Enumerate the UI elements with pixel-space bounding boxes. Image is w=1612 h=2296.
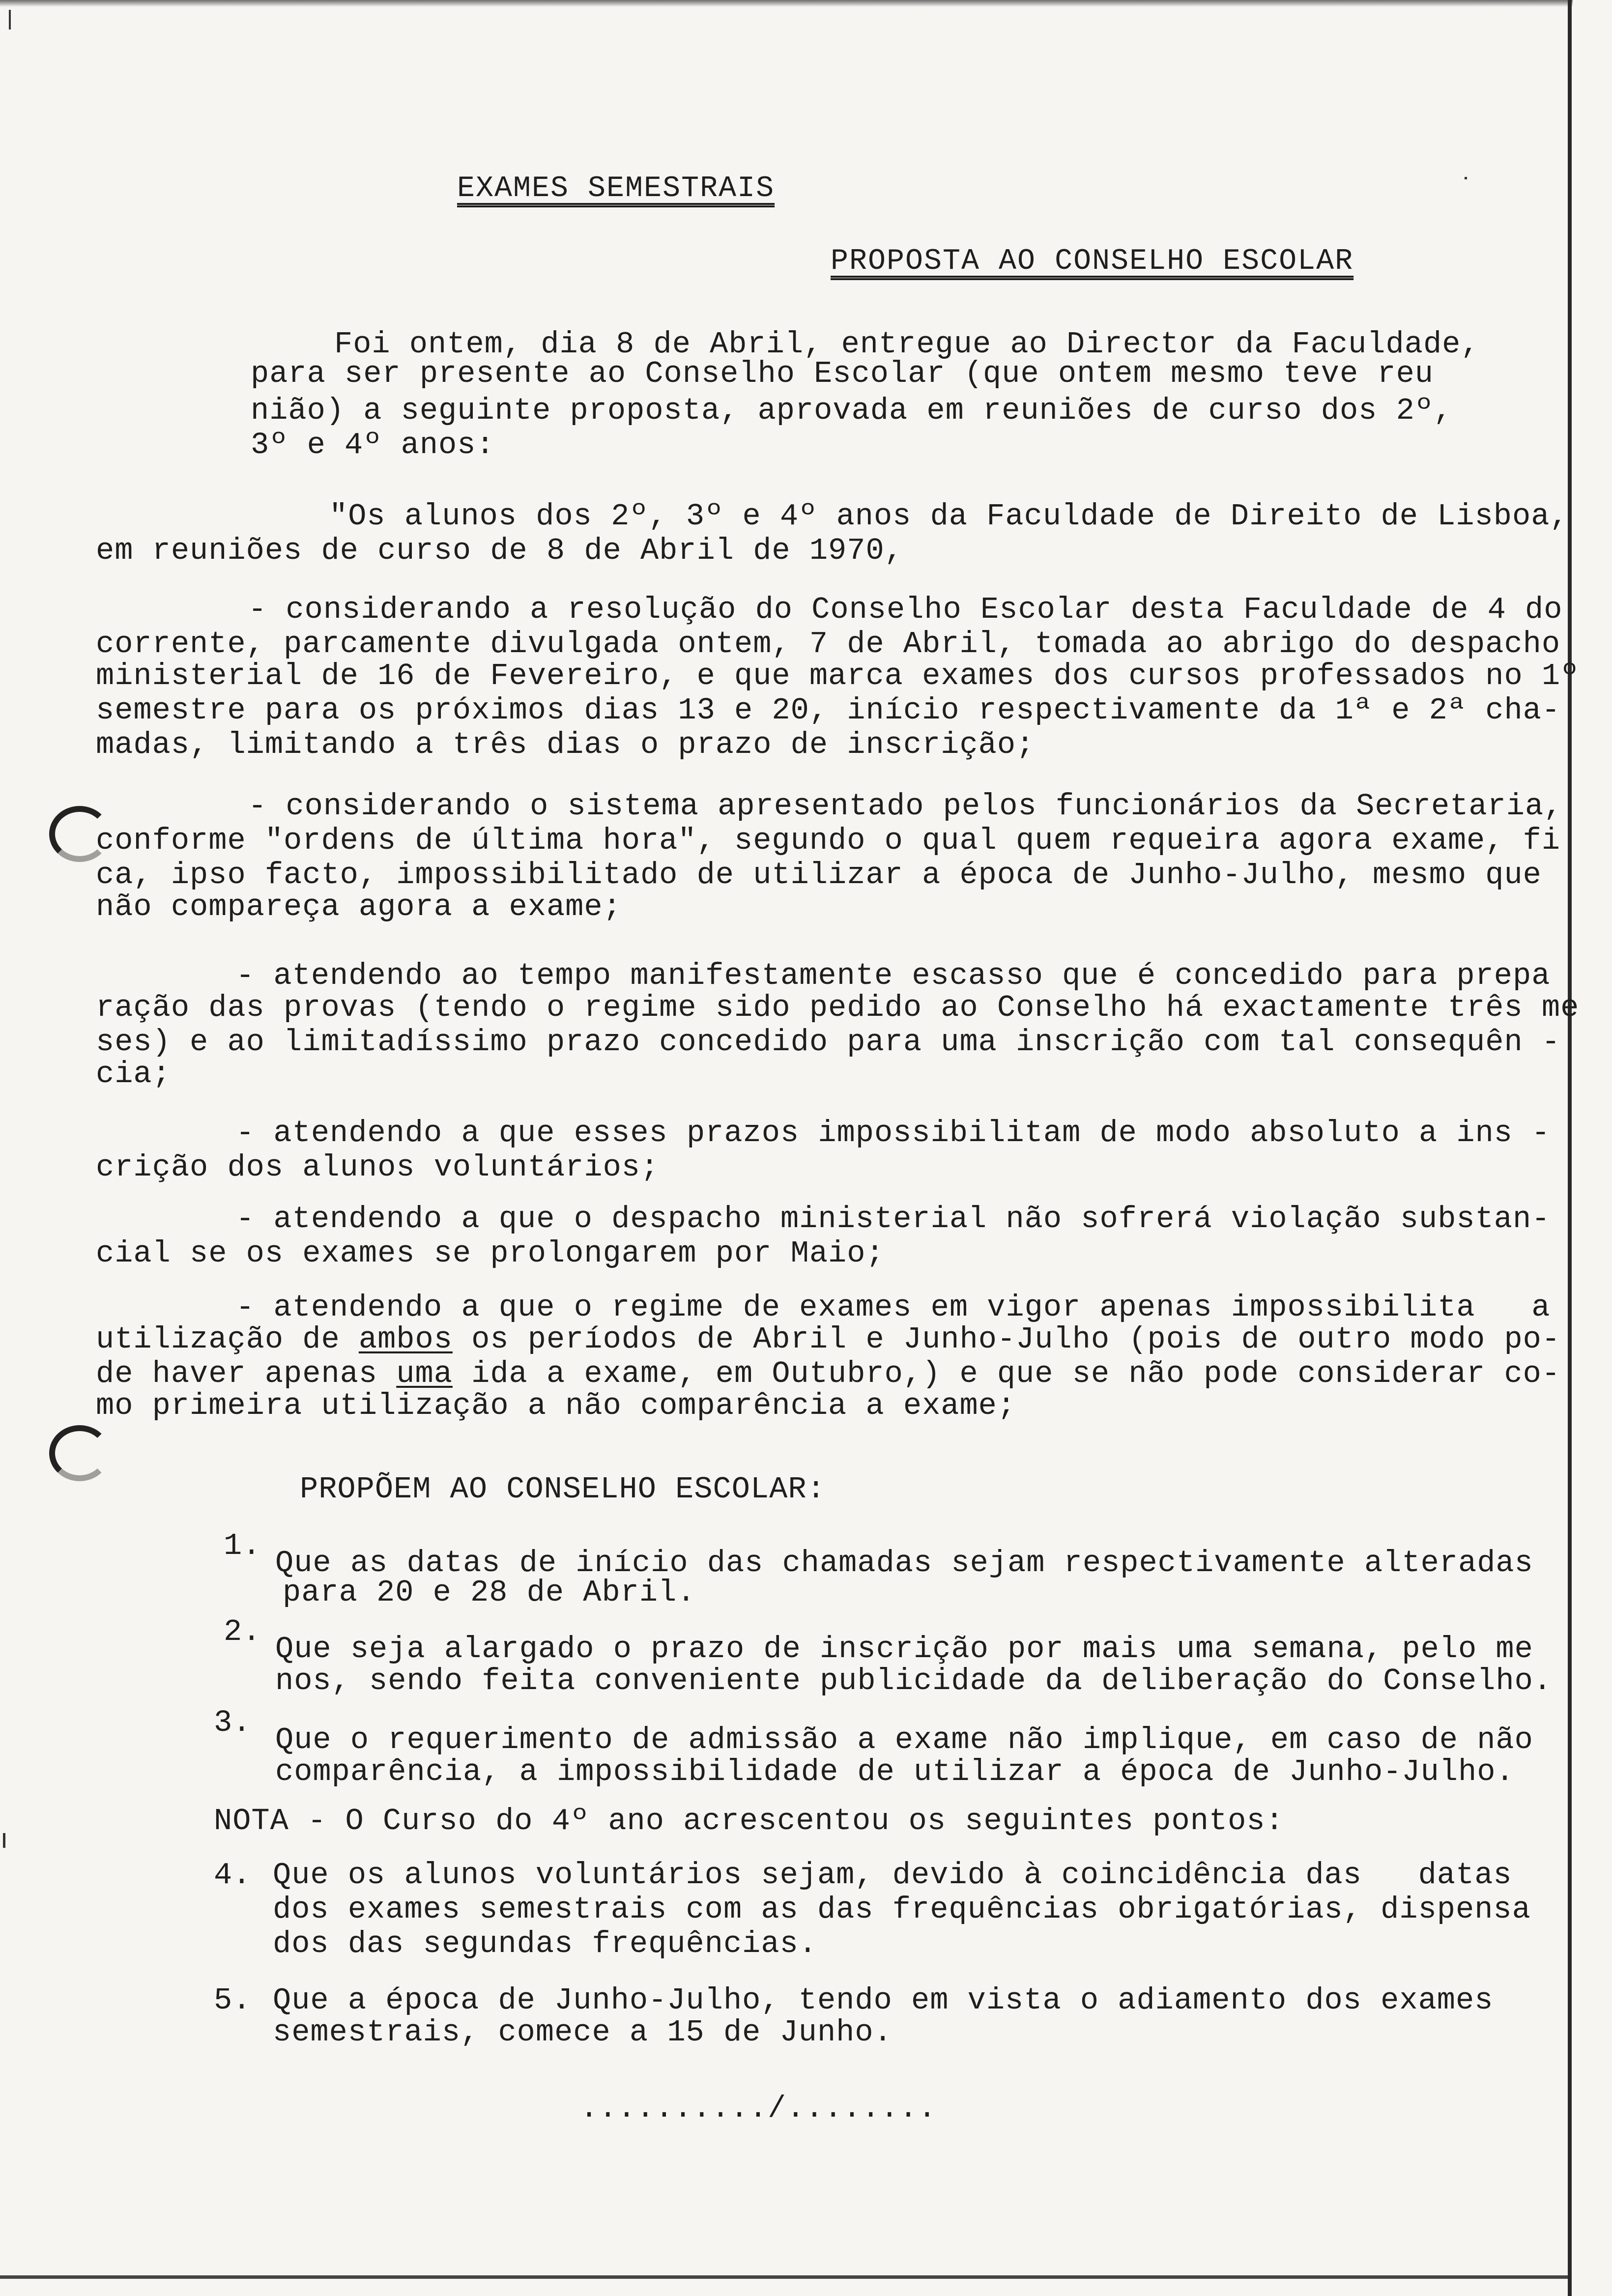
atendendo-line — [96, 1356, 1561, 1391]
atendendo-line: - atendendo ao tempo manifestamente escasso que é concedido para prepa — [236, 958, 1551, 993]
considerando-line: madas, limitando a três dias o prazo de inscrição; — [96, 727, 1035, 762]
scan-speck — [9, 10, 11, 29]
atendendo-line: mo primeira utilização a não comparência a exame; — [96, 1388, 1016, 1423]
atendendo-line: - atendendo a que o despacho ministerial não sofrerá violação substan- — [236, 1202, 1551, 1236]
item-line: para 20 e 28 de Abril. — [283, 1575, 696, 1610]
item-line: dos exames semestrais com as das frequências obrigatórias, dispensa — [273, 1892, 1531, 1927]
considerando-line: semestre para os próximos dias 13 e 20, início respectivamente da 1ª e 2ª cha- — [96, 693, 1561, 728]
item-number: 1. — [224, 1528, 261, 1563]
text-segment: de haver apenas — [96, 1356, 397, 1391]
item-line: semestrais, comece a 15 de Junho. — [273, 2015, 892, 2050]
intro-line: nião) a seguinte proposta, aprovada em reuniões de curso dos 2º, — [251, 393, 1453, 428]
text-segment: utilização de — [96, 1322, 359, 1357]
text-segment: ida a exame, em Outubro,) e que se não pode considerar co- — [452, 1356, 1561, 1391]
atendendo-line: cial se os exames se prolongarem por Maio; — [96, 1236, 885, 1271]
closing-dots: ........../........ — [580, 2091, 937, 2126]
item-line: comparência, a impossibilidade de utilizar a época de Junho-Julho. — [275, 1754, 1515, 1789]
considerando-line: ca, ipso facto, impossibilitado de utilizar a época de Junho-Julho, mesmo que — [96, 858, 1542, 892]
intro-line: 3º e 4º anos: — [251, 428, 495, 462]
underlined-word: ambos — [358, 1322, 453, 1357]
item-number: 4. — [214, 1858, 252, 1893]
text-segment: os períodos de Abril e Junho-Julho (pois de outro modo po- — [452, 1322, 1561, 1357]
item-number: 2. — [224, 1614, 261, 1649]
item-number: 3. — [214, 1705, 252, 1740]
opening-line: em reuniões de curso de 8 de Abril de 1970, — [96, 533, 903, 568]
punch-hole-mark — [49, 1425, 110, 1481]
scan-speck — [3, 1833, 5, 1848]
considerando-line: - considerando o sistema apresentado pelos funcionários da Secretaria, — [248, 789, 1563, 824]
scan-speck — [1465, 177, 1467, 179]
atendendo-line — [96, 1324, 1560, 1355]
item-line: Que seja alargado o prazo de inscrição por mais uma semana, pelo me — [275, 1632, 1533, 1666]
scan-edge-right — [1568, 0, 1572, 2296]
item-line: dos das segundas frequências. — [273, 1926, 817, 1961]
item-line: Que os alunos voluntários sejam, devido à coincidência das datas — [273, 1858, 1512, 1893]
atendendo-line: cia; — [96, 1057, 171, 1091]
item-line: nos, sendo feita conveniente publicidade da deliberação do Conselho. — [275, 1664, 1553, 1698]
considerando-line: conforme "ordens de última hora", segundo o qual quem requeira agora exame, fi — [96, 823, 1561, 858]
intro-line: para ser presente ao Conselho Escolar (que ontem mesmo teve reu — [251, 356, 1434, 391]
atendendo-line: - atendendo a que esses prazos impossibilitam de modo absoluto a ins - — [236, 1116, 1551, 1150]
considerando-line: - considerando a resolução do Conselho Escolar desta Faculdade de 4 do — [248, 592, 1563, 627]
item-number: 5. — [214, 1983, 252, 2018]
item-line: Que o requerimento de admissão a exame não implique, em caso de não — [275, 1722, 1533, 1757]
atendendo-line: crição dos alunos voluntários; — [96, 1150, 660, 1185]
item-line: Que a época de Junho-Julho, tendo em vista o adiamento dos exames — [273, 1983, 1494, 2018]
atendendo-line: - atendendo a que o regime de exames em vigor apenas impossibilita a — [236, 1290, 1551, 1325]
opening-line: "Os alunos dos 2º, 3º e 4º anos da Faculdade de Direito de Lisboa, — [329, 499, 1569, 534]
intro-line: Foi ontem, dia 8 de Abril, entregue ao Director da Faculdade, — [334, 327, 1480, 362]
document-subtitle: PROPOSTA AO CONSELHO ESCOLAR — [831, 245, 1354, 278]
atendendo-line: ração das provas (tendo o regime sido pedido ao Conselho há exactamente três me — [96, 990, 1580, 1025]
scan-edge-top — [0, 0, 1573, 7]
considerando-line: ministerial de 16 de Fevereiro, e que marca exames dos cursos professados no 1º — [96, 659, 1580, 693]
propoem-heading: PROPÕEM AO CONSELHO ESCOLAR: — [300, 1472, 826, 1507]
considerando-line: não compareça agora a exame; — [96, 890, 622, 924]
atendendo-line: ses) e ao limitadíssimo prazo concedido para uma inscrição com tal consequên - — [96, 1025, 1561, 1060]
scan-edge-bottom — [0, 2275, 1568, 2279]
item-line: Que as datas de início das chamadas sejam respectivamente alteradas — [275, 1546, 1533, 1580]
document-title: EXAMES SEMESTRAIS — [457, 172, 775, 205]
considerando-line: corrente, parcamente divulgada ontem, 7 de Abril, tomada ao abrigo do despacho — [96, 627, 1561, 661]
underlined-word: uma — [396, 1356, 453, 1391]
nota-line: NOTA - O Curso do 4º ano acrescentou os seguintes pontos: — [214, 1804, 1284, 1838]
